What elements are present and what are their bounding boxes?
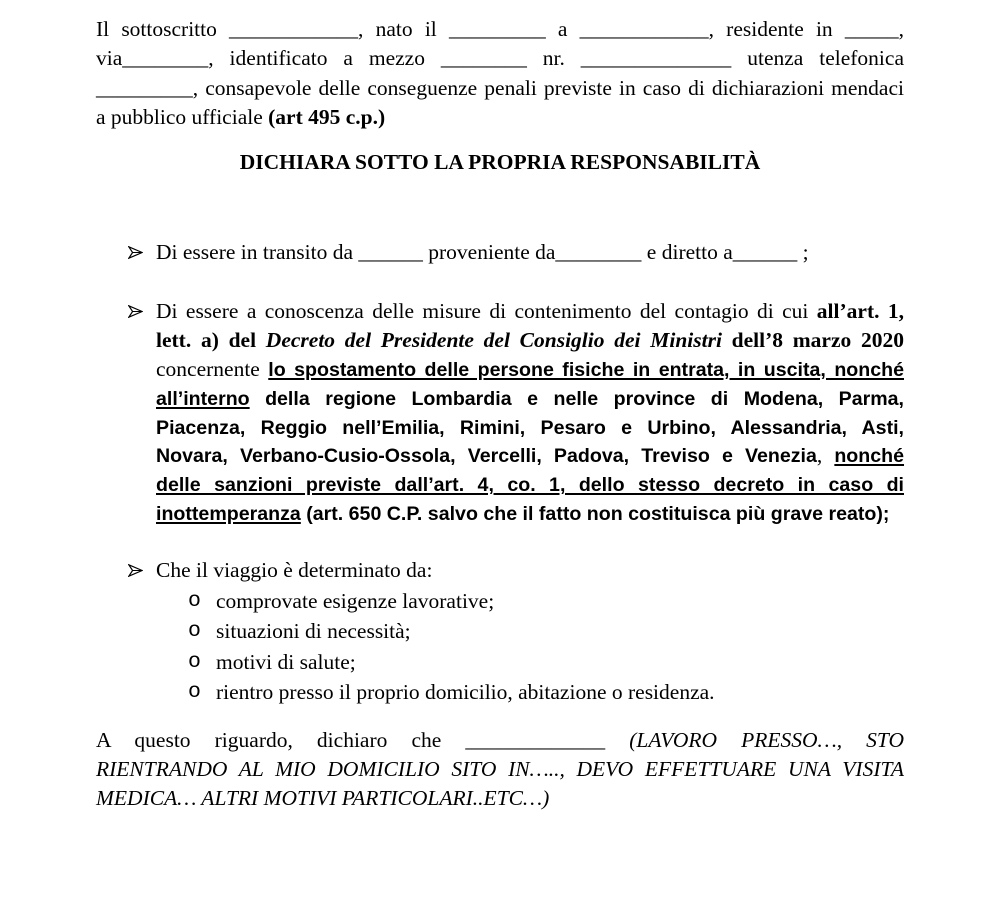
transit-declaration-text: Di essere in transito da ______ proveniente da________ e diretto a______ ; [156, 240, 809, 264]
awareness-line-1 [156, 297, 904, 326]
penal-code-reference: (art 495 c.p.) [268, 104, 386, 129]
list-item [188, 616, 904, 646]
declarant-line-3: _________, consapevole delle conseguenze penali previste in caso di dichiarazioni mendaci [96, 75, 904, 100]
reason-option-necessity: situazioni di necessità; [216, 619, 411, 644]
penalty-reference: (art. 650 C.P. salvo che il fatto non costituisca più grave reato); [306, 503, 890, 526]
travel-reason-label: Che il viaggio è determinato da: [156, 558, 433, 582]
letter-reference: lett. a) del [156, 327, 257, 352]
closing-line-3: MEDICA… ALTRI MOTIVI PARTICOLARI..ETC…) [96, 786, 550, 810]
reason-option-return-home: rientro presso il proprio domicilio, abitazione o residenza. [216, 679, 715, 704]
sanctions-text: delle sanzioni previste dall’art. 4, co. 1, dello stesso decreto in caso di [156, 474, 904, 497]
closing-statement-text: A questo riguardo, dichiaro che _____________ [96, 728, 606, 752]
separator-comma: , [816, 443, 823, 468]
concerning-text: concernente [156, 356, 260, 381]
closing-line-2: RIENTRANDO AL MIO DOMICILIO SITO IN….., DEVO EFFETTUARE UNA VISITA [96, 757, 904, 781]
awareness-line-6 [156, 441, 904, 470]
list-item [188, 647, 904, 677]
movement-subject-text: lo spostamento delle persone fisiche in entrata, in uscita, nonché [268, 358, 904, 381]
declarant-line-1: Il sottoscritto ____________, nato il _________ a ____________, residente in _____, [96, 17, 904, 41]
circle-bullet-marker: o [188, 619, 201, 644]
travel-reason-item [156, 556, 904, 585]
declarant-line-2: via________, identificato a mezzo ________ nr. ______________ utenza telefonica [96, 46, 904, 71]
decree-date: dell’8 marzo 2020 [731, 327, 904, 352]
awareness-intro-text: Di essere a conoscenza delle misure di contenimento del contagio di cui [156, 299, 809, 323]
closing-examples-text: (LAVORO PRESSO…, STO [629, 728, 905, 752]
declarant-paragraph [96, 15, 904, 132]
list-item [188, 677, 904, 707]
reason-option-work: comprovate esigenze lavorative; [216, 589, 495, 613]
closing-paragraph [96, 726, 904, 813]
affected-areas-text: Piacenza, Reggio nell’Emilia, Rimini, Pesaro e Urbino, Alessandria, Asti, [156, 416, 904, 439]
arrowhead-bullet-icon [128, 305, 143, 318]
arrowhead-bullet-icon [128, 564, 143, 577]
sanctions-text: nonché [834, 445, 905, 468]
awareness-line-4 [156, 384, 904, 413]
awareness-line-3 [156, 355, 904, 384]
decree-title: Decreto del Presidente del Consiglio dei Ministri [265, 327, 722, 352]
awareness-line-8 [156, 499, 904, 528]
travel-reason-options [188, 586, 904, 707]
awareness-declaration-item [156, 297, 904, 528]
circle-bullet-marker: o [188, 589, 201, 613]
list-item [188, 586, 904, 616]
arrowhead-bullet-icon [128, 246, 143, 259]
movement-subject-text: all’interno [156, 387, 250, 410]
affected-areas-text: Novara, Verbano-Cusio-Ossola, Vercelli, Padova, Treviso e Venezia [156, 445, 817, 468]
sanctions-text: inottemperanza [156, 503, 301, 526]
circle-bullet-marker: o [188, 649, 201, 674]
declarant-line-4 [96, 103, 904, 132]
transit-declaration-item [156, 238, 904, 267]
public-officer-text: a pubblico ufficiale [96, 104, 263, 129]
declaration-heading: DICHIARA SOTTO LA PROPRIA RESPONSABILITÀ [239, 150, 761, 174]
affected-areas-text: della regione Lombardia e nelle province di Modena, Parma, [265, 387, 904, 410]
awareness-line-5 [156, 413, 904, 442]
closing-line-1 [96, 726, 904, 755]
circle-bullet-marker: o [188, 679, 201, 704]
awareness-line-7 [156, 470, 904, 499]
reason-option-health: motivi di salute; [216, 649, 356, 674]
article-reference: all’art. 1, [816, 299, 905, 323]
awareness-line-2 [156, 326, 904, 355]
